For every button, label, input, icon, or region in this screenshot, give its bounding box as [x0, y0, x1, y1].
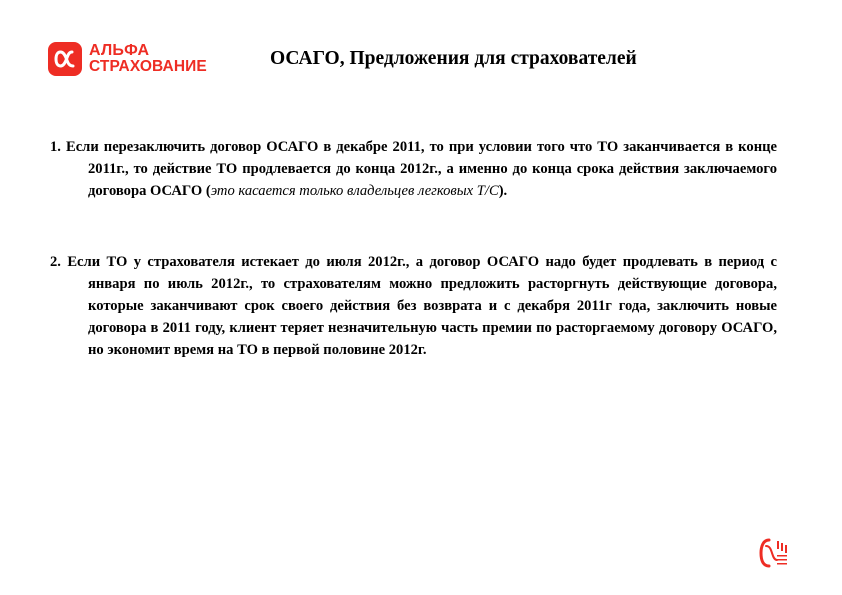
list-item	[50, 136, 777, 202]
corner-logo-icon	[757, 537, 791, 569]
item-number: 2.	[50, 254, 61, 270]
alpha-logo-icon	[48, 42, 82, 76]
list-item	[50, 251, 777, 361]
item-tail: ).	[498, 183, 508, 199]
item-note: это касается только владельцев легковых Т/С	[210, 183, 499, 199]
logo-line1: АЛЬФА	[89, 42, 150, 59]
item-text: Если ТО у страхователя истекает до июля 2012г., а договор ОСАГО надо будет продлевать в период с января по июль 2012г., то страхователям можно предложить расторгнуть действующие договора, которые заканчивают срок своего действия без возврата и с декабря 2011г года, заключить новые договора в 2011 году, клиент теряет незначительную часть премии по расторгаемому договору ОСАГО, но экономит время на ТО в первой половине 2012г.	[67, 254, 777, 358]
slide-title: ОСАГО, Предложения для страхователей	[270, 48, 637, 69]
item-text: Если перезаключить договор ОСАГО в декабре 2011, то при условии того что ТО заканчивается в конце 2011г., то действие ТО продлевается до конца 2012г., а именно до конца срока действия заключаемого договора ОСАГО (	[65, 139, 777, 199]
logo-wordmark	[89, 43, 207, 75]
item-number: 1.	[50, 139, 61, 155]
logo-line2: СТРАХОВАНИЕ	[89, 58, 207, 75]
company-logo	[48, 38, 258, 80]
